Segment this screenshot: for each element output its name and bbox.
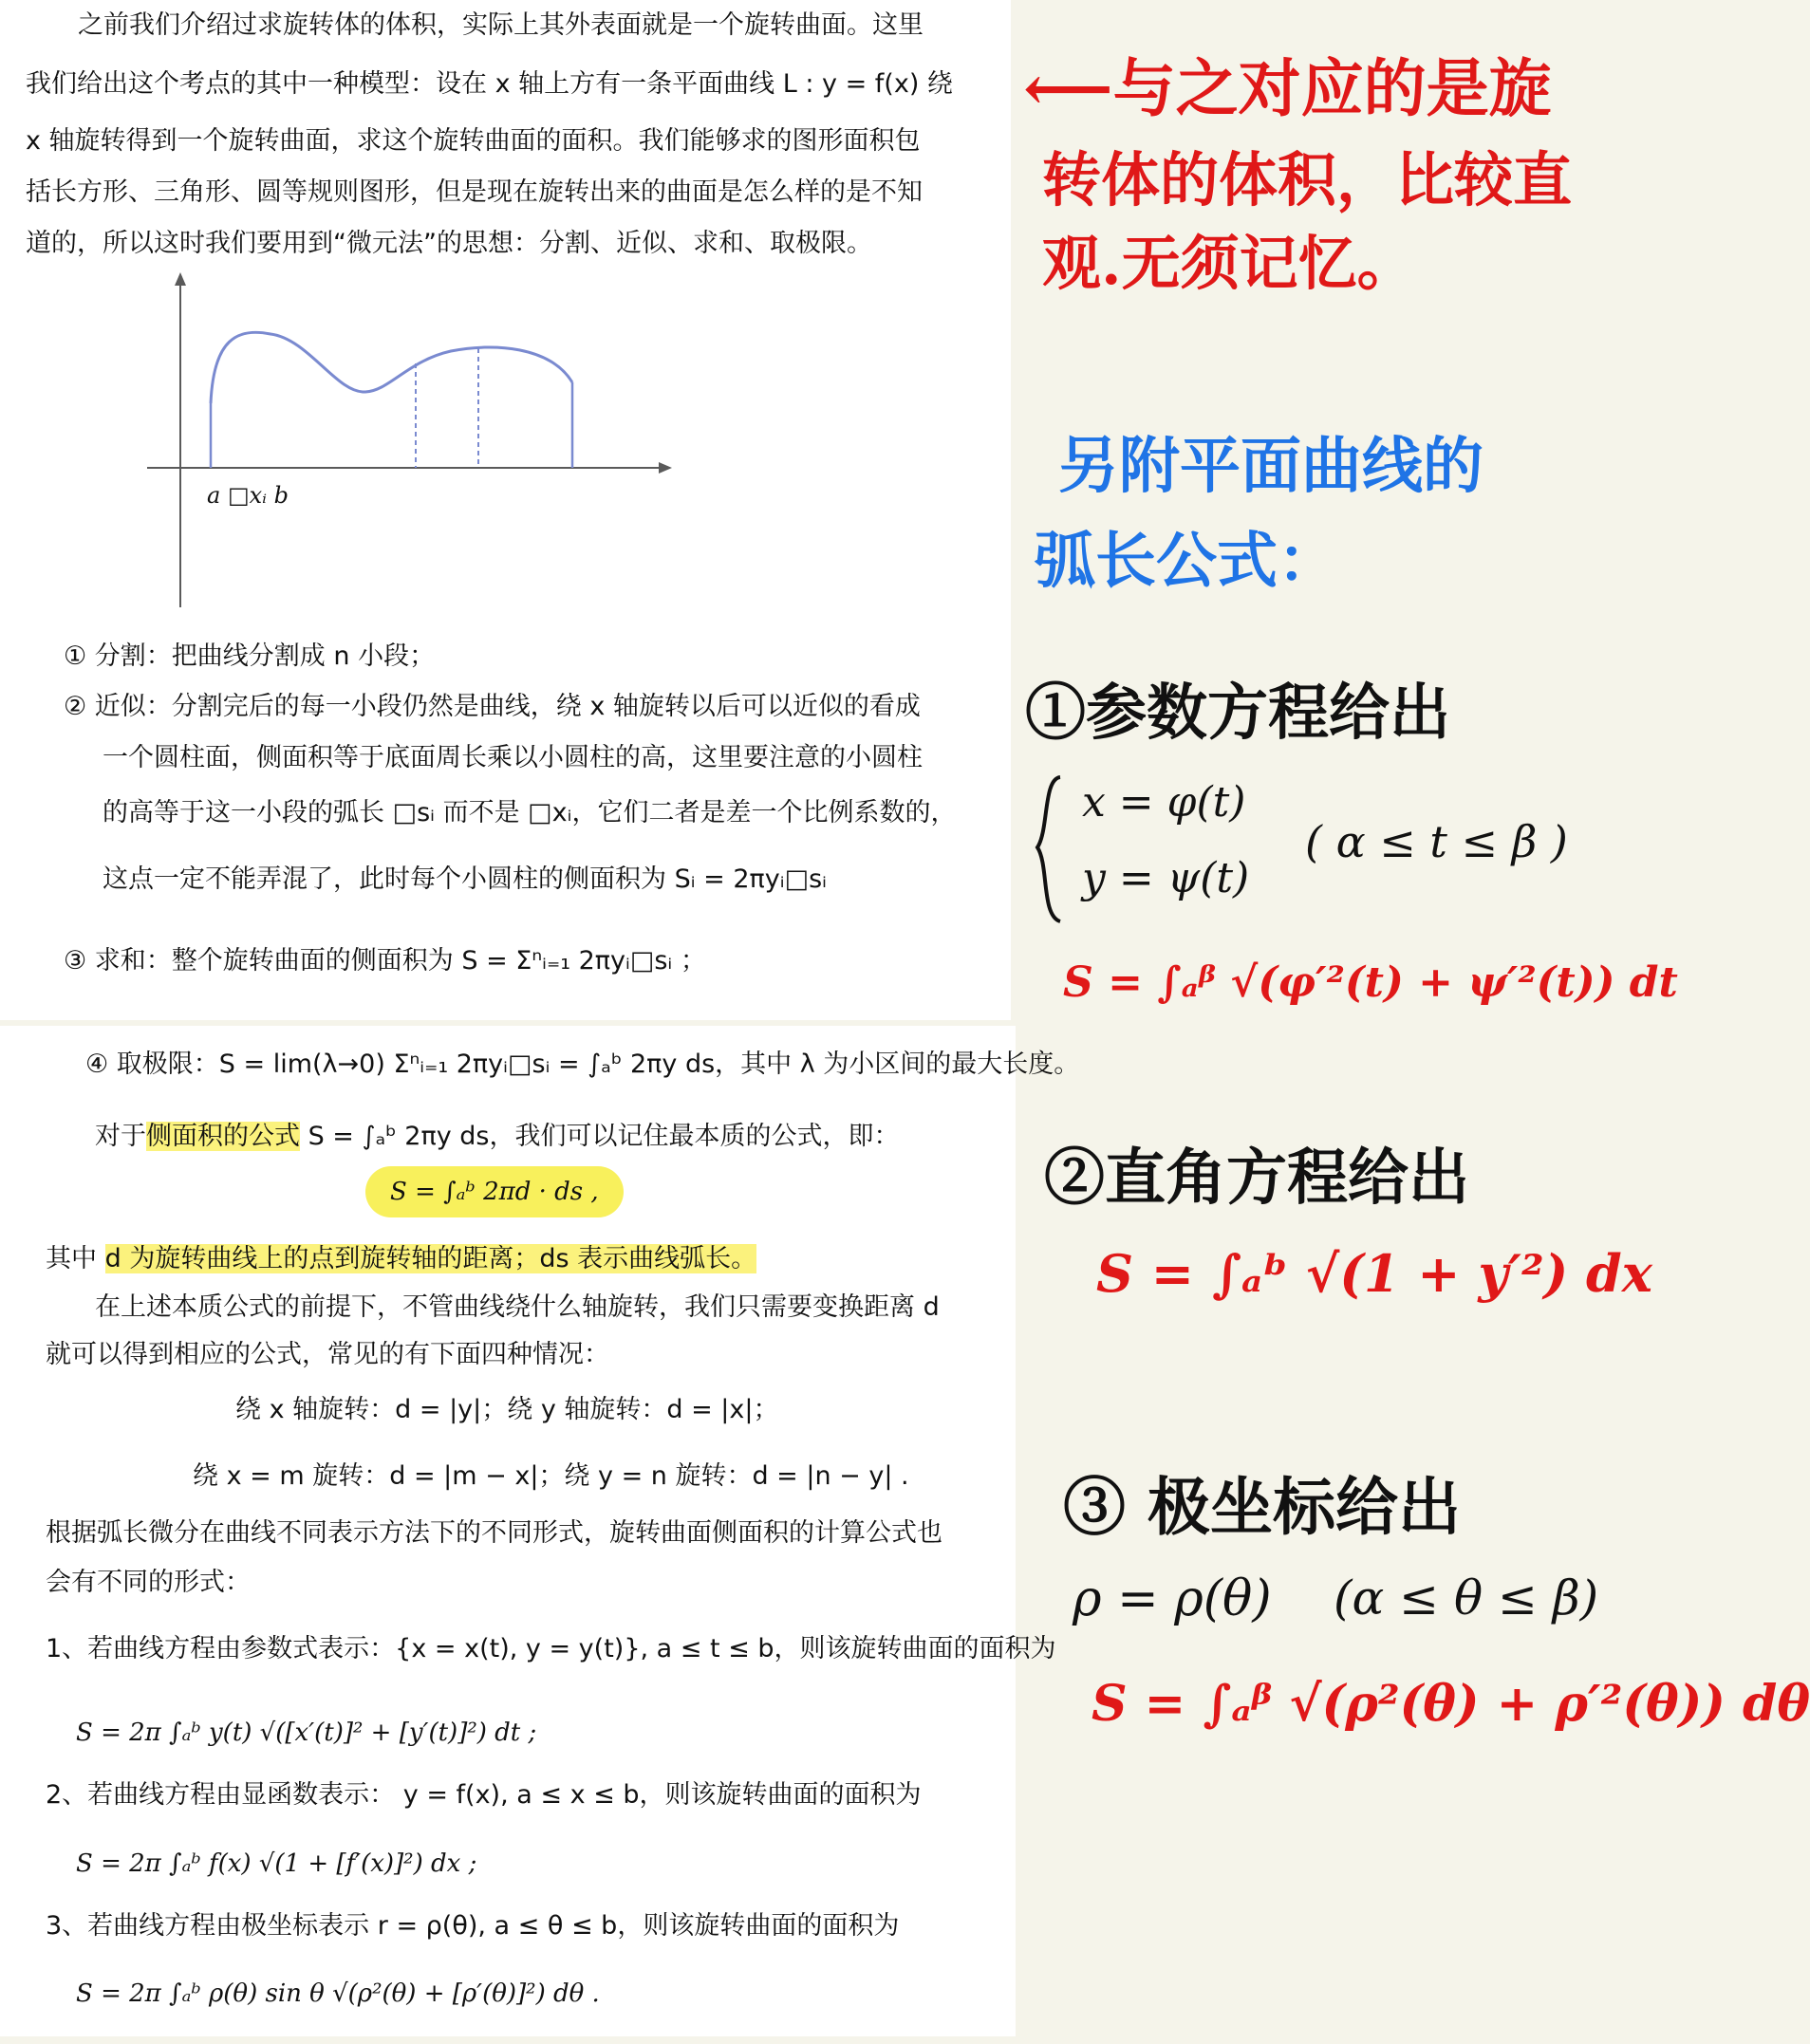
curve-figure — [133, 270, 683, 617]
premise-line-2: 就可以得到相应的公式，常见的有下面四种情况： — [46, 1340, 609, 1369]
left-brace-icon — [1030, 773, 1068, 925]
step-2-cont-3: 这点一定不能弄混了，此时每个小圆柱的侧面积为 Sᵢ = 2πyᵢ□sᵢ — [103, 864, 827, 894]
printed-page-bottom — [0, 1026, 1080, 2036]
step-4: ④ 取极限：S = lim(λ→0) Σⁿᵢ₌₁ 2πyᵢ□sᵢ = ∫ₐᵇ 2πy ds，其中 λ 为小区间的最大长度。 — [85, 1050, 1080, 1079]
x-axis-arrow — [659, 462, 672, 474]
rect-heading: ②直角方程给出 — [1044, 1143, 1469, 1214]
intro-line-5: 道的，所以这时我们要用到“微元法”的思想：分割、近似、求和、取极限。 — [26, 229, 872, 258]
side-formula-highlight: 侧面积的公式 — [146, 1122, 300, 1151]
axis-case-1: 绕 x 轴旋转：d = |y|；绕 y 轴旋转：d = |x|； — [235, 1395, 779, 1424]
essential-formula-box — [365, 1178, 624, 1206]
step-2: ② 近似：分割完后的每一小段仍然是曲线，绕 x 轴旋转以后可以近似的看成 — [64, 692, 921, 721]
polar-formula: S = ∫ₐᵝ √(ρ²(θ) + ρ′²(θ)) dθ — [1092, 1675, 1810, 1733]
axis-case-2: 绕 x = m 旋转：d = |m − x|；绕 y = n 旋转：d = |n − y| . — [193, 1461, 909, 1491]
y-axis-arrow — [175, 272, 186, 286]
intro-line-4: 括长方形、三角形、圆等规则图形，但是现在旋转出来的曲面是怎么样的是不知 — [26, 177, 923, 207]
figure-label: a □xᵢ b — [207, 482, 289, 509]
printed-page-top — [0, 0, 1011, 1020]
case-2-formula: S = 2π ∫ₐᵇ f(x) √(1 + [f′(x)]²) dx ; — [76, 1849, 477, 1878]
forms-intro-1: 根据弧长微分在曲线不同表示方法下的不同形式，旋转曲面侧面积的计算公式也 — [46, 1518, 942, 1548]
case-1-formula: S = 2π ∫ₐᵇ y(t) √([x′(t)]² + [y′(t)]²) dt ; — [76, 1719, 537, 1747]
note-line-1: ⟵与之对应的是旋 — [1023, 51, 1552, 125]
intro-line-2: 我们给出这个考点的其中一种模型：设在 x 轴上方有一条平面曲线 L : y = f(x) 绕 — [26, 69, 953, 99]
step-1: ① 分割：把曲线分割成 n 小段； — [64, 641, 436, 671]
case-3-formula: S = 2π ∫ₐᵇ ρ(θ) sin θ √(ρ²(θ) + [ρ′(θ)]²) dθ . — [76, 1979, 600, 2008]
polar-rho: ρ = ρ(θ) — [1073, 1570, 1272, 1627]
param-heading: ①参数方程给出 — [1025, 678, 1450, 749]
param-formula: S = ∫ₐᵝ √(φ′²(t) + ψ′²(t)) dt — [1063, 958, 1678, 1007]
intro-line-1: 之前我们介绍过求旋转体的体积，实际上其外表面就是一个旋转曲面。这里 — [78, 10, 924, 40]
case-2: 2、若曲线方程由显函数表示： y = f(x), a ≤ x ≤ b，则该旋转曲面的面积为 — [46, 1780, 922, 1810]
case-3: 3、若曲线方程由极坐标表示 r = ρ(θ), a ≤ θ ≤ b，则该旋转曲面的面积为 — [46, 1911, 900, 1941]
curve-path — [211, 332, 572, 403]
appendix-line-2: 弧长公式： — [1035, 526, 1338, 597]
case-1: 1、若曲线方程由参数式表示：{x = x(t), y = y(t)}, a ≤ t ≤ b，则该旋转曲面的面积为 — [46, 1634, 1056, 1663]
intro-line-3: x 轴旋转得到一个旋转曲面，求这个旋转曲面的面积。我们能够求的图形面积包 — [26, 126, 921, 156]
note-line-2: 转体的体积，比较直 — [1042, 145, 1573, 214]
step-3: ③ 求和：整个旋转曲面的侧面积为 S = Σⁿᵢ₌₁ 2πyᵢ□sᵢ ； — [64, 946, 706, 976]
polar-heading: ③ 极坐标给出 — [1063, 1470, 1461, 1544]
param-y: y = ψ(t) — [1082, 854, 1250, 902]
appendix-line-1: 另附平面曲线的 — [1058, 431, 1483, 502]
step-2-cont-2: 的高等于这一小段的弧长 □sᵢ 而不是 □xᵢ，它们二者是差一个比例系数的， — [103, 798, 957, 827]
side-formula-post: S = ∫ₐᵇ 2πy ds，我们可以记住最本质的公式，即： — [300, 1122, 900, 1151]
essential-formula: S = ∫ₐᵇ 2πd · ds , — [365, 1166, 624, 1217]
premise-line-1: 在上述本质公式的前提下，不管曲线绕什么轴旋转，我们只需要变换距离 d — [95, 1292, 940, 1322]
rect-formula: S = ∫ₐᵇ √(1 + y′²) dx — [1096, 1243, 1652, 1304]
step-2-cont-1: 一个圆柱面，侧面积等于底面周长乘以小圆柱的高，这里要注意的小圆柱 — [103, 743, 923, 772]
polar-range: (α ≤ θ ≤ β) — [1334, 1570, 1599, 1626]
side-formula-pre: 对于 — [95, 1122, 146, 1151]
definition-line — [46, 1243, 756, 1275]
definition-pre: 其中 — [46, 1244, 105, 1273]
definition-highlight: d 为旋转曲线上的点到旋转轴的距离；ds 表示曲线弧长。 — [104, 1244, 757, 1273]
forms-intro-2: 会有不同的形式： — [46, 1568, 251, 1597]
param-range: ( α ≤ t ≤ β ) — [1305, 816, 1568, 867]
side-formula-line — [95, 1121, 900, 1153]
param-x: x = φ(t) — [1082, 778, 1246, 827]
note-line-3: 观.无须记忆。 — [1042, 229, 1416, 298]
